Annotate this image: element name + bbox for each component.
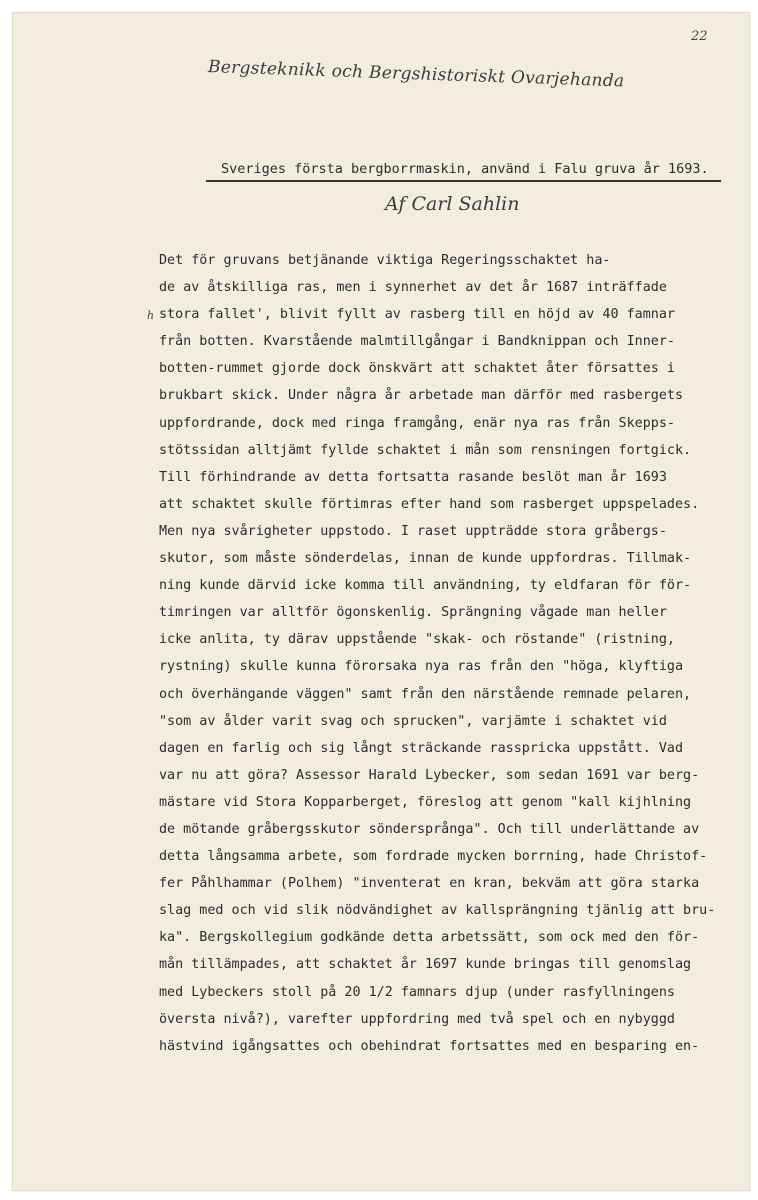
text-line: "som av ålder varit svag och sprucken", varjämte i schaktet vid xyxy=(159,713,667,729)
page-number: 22 xyxy=(691,29,708,44)
body-text xyxy=(159,247,715,1060)
text-line: slag med och vid slik nödvändighet av kallsprängning tjänlig att bru- xyxy=(159,903,716,919)
text-line: och överhängande väggen" samt från den närstående remnade pelaren, xyxy=(159,686,692,702)
text-line: botten-rummet gjorde dock önskvärt att schaktet åter försattes i xyxy=(159,361,675,377)
text-line: översta nivå?), varefter uppfordring med två spel och en nybyggd xyxy=(159,1011,675,1027)
text-line: stora fallet', blivit fyllt av rasberg till en höjd av 40 famnar xyxy=(159,307,675,323)
text-line: brukbart skick. Under några år arbetade man därför med rasbergets xyxy=(159,388,684,404)
handwritten-header: Bergsteknikk och Bergshistoriskt Ovarjehanda xyxy=(207,57,625,92)
text-line: skutor, som måste sönderdelas, innan de kunde uppfordras. Tillmak- xyxy=(159,551,692,567)
text-line: de av åtskilliga ras, men i synnerhet av det år 1687 inträffade xyxy=(159,280,667,296)
text-line: mästare vid Stora Kopparberget, föreslog att genom "kall kijhlning xyxy=(159,794,692,810)
text-line: var nu att göra? Assessor Harald Lybecker, som sedan 1691 var berg- xyxy=(159,767,700,783)
text-line: stötssidan alltjämt fyllde schaktet i mån som rensningen fortgick. xyxy=(159,442,692,458)
text-line: rystning) skulle kunna förorsaka nya ras från den "höga, klyftiga xyxy=(159,659,684,675)
text-line: Det för gruvans betjänande viktiga Regeringsschaktet ha- xyxy=(159,253,611,268)
text-line: dagen en farlig och sig långt sträckande rasspricka uppstått. Vad xyxy=(159,740,684,756)
text-line: mån tillämpades, att schaktet år 1697 kunde bringas till genomslag xyxy=(159,957,692,973)
text-line: timringen var alltför ögonskenlig. Sprängning vågade man heller xyxy=(159,605,667,621)
text-line: uppfordrande, dock med ringa framgång, enär nya ras från Skepps- xyxy=(159,415,675,431)
document-page xyxy=(12,12,750,1191)
text-line: att schaktet skulle förtimras efter hand som rasberget uppspelades. xyxy=(159,496,700,512)
author-signature: Af Carl Sahlin xyxy=(385,193,520,215)
text-line: ka". Bergskollegium godkände detta arbetssätt, som ock med den för- xyxy=(159,930,700,946)
text-line: fer Påhlhammar (Polhem) "inventerat en kran, bekväm att göra starka xyxy=(159,876,700,892)
document-title: Sveriges första bergborrmaskin, använd i Falu gruva år 1693. xyxy=(221,161,709,177)
text-line: hästvind igångsattes och obehindrat fortsattes med en besparing en- xyxy=(159,1038,700,1054)
text-line: detta långsamma arbete, som fordrade mycken borrning, hade Christof- xyxy=(159,849,708,865)
text-line: ning kunde därvid icke komma till användning, ty eldfaran för för- xyxy=(159,578,692,594)
text-line: från botten. Kvarstående malmtillgångar i Bandknippan och Inner- xyxy=(159,334,675,350)
text-line: med Lybeckers stoll på 20 1/2 famnars djup (under rasfyllningens xyxy=(159,984,675,1000)
text-line: de mötande gråbergsskutor söndersprånga". Och till underlättande av xyxy=(159,821,700,837)
margin-mark: h xyxy=(147,309,155,322)
text-line: Till förhindrande av detta fortsatta rasande beslöt man år 1693 xyxy=(159,469,667,485)
title-underline xyxy=(206,180,721,182)
text-line: Men nya svårigheter uppstodo. I raset uppträdde stora gråbergs- xyxy=(159,523,667,539)
text-line: icke anlita, ty därav uppstående "skak- och röstande" (ristning, xyxy=(159,632,675,648)
